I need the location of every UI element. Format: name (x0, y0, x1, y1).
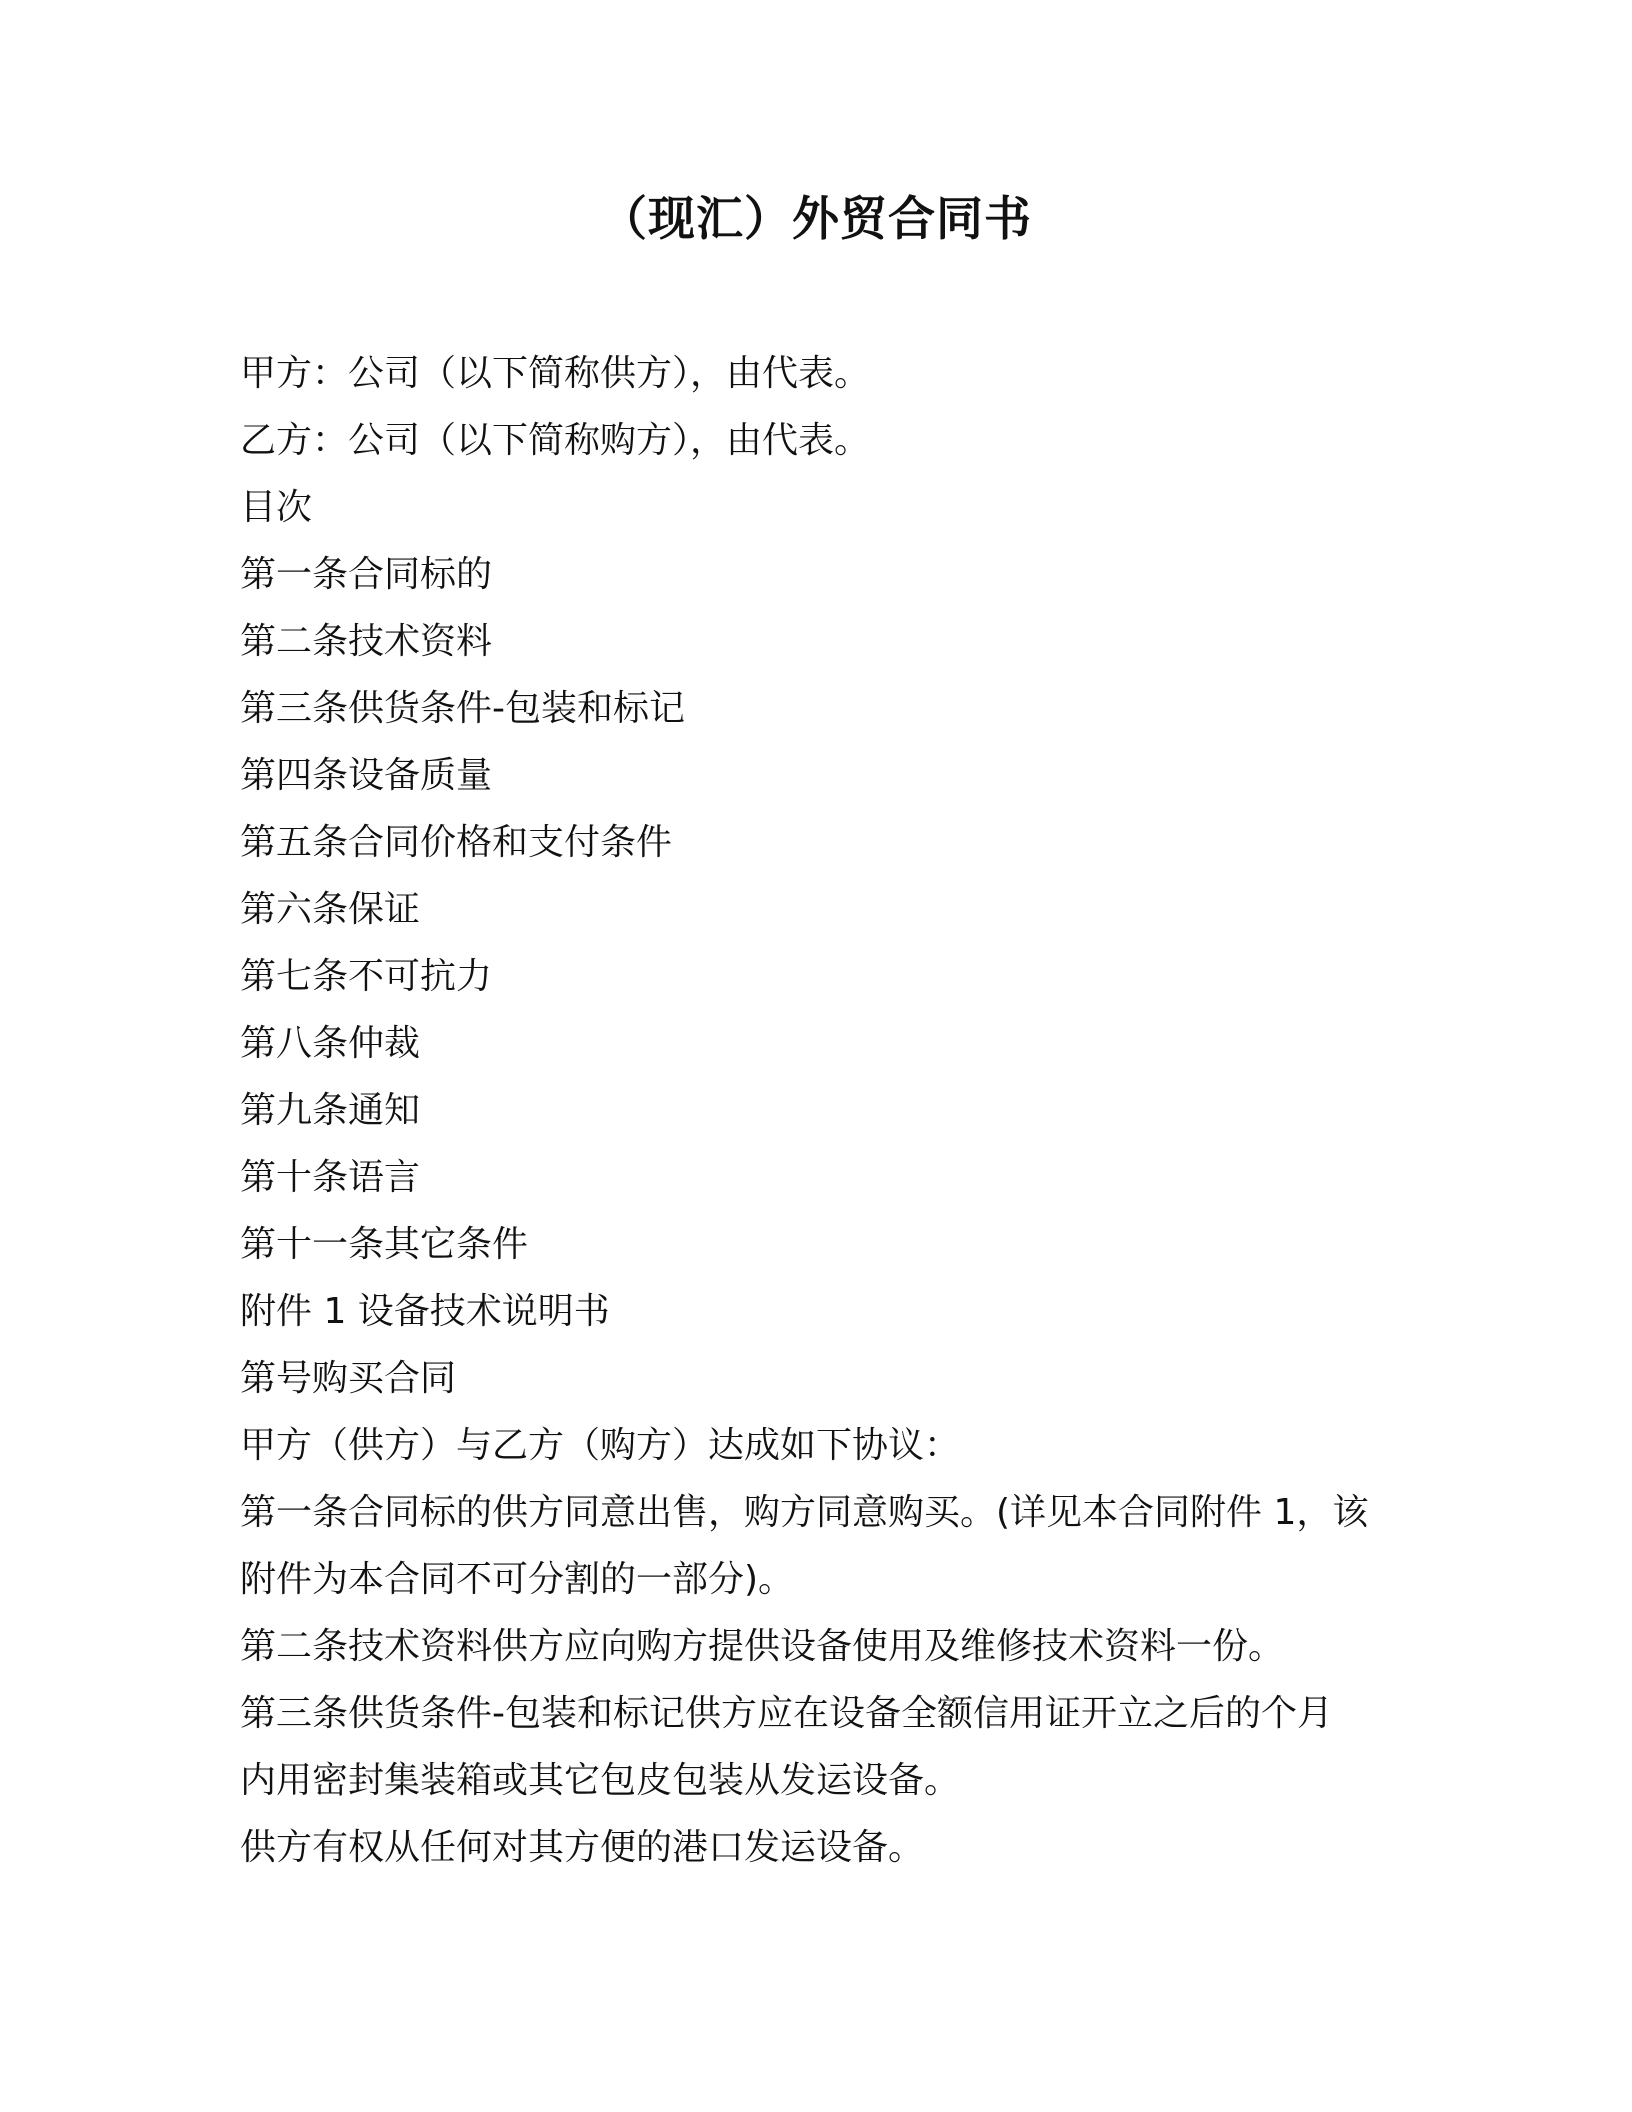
toc-item-article-5: 第五条合同价格和支付条件 (240, 822, 673, 863)
article-3-text-line-3: 供方有权从任何对其方便的港口发运设备。 (240, 1827, 925, 1868)
document-title: （现汇）外贸合同书 (600, 192, 1032, 247)
toc-item-article-8: 第八条仲裁 (240, 1023, 421, 1064)
party-a-line: 甲方：公司（以下简称供方），由代表。 (240, 353, 871, 394)
toc-item-article-11: 第十一条其它条件 (240, 1224, 529, 1265)
toc-item-article-7: 第七条不可抗力 (240, 956, 493, 997)
article-3-text-line-1: 第三条供货条件-包装和标记供方应在设备全额信用证开立之后的个月 (240, 1693, 1333, 1734)
toc-item-article-9: 第九条通知 (240, 1090, 421, 1131)
toc-item-article-4: 第四条设备质量 (240, 755, 493, 796)
article-3-text-line-2: 内用密封集装箱或其它包皮包装从发运设备。 (240, 1760, 961, 1801)
toc-item-article-10: 第十条语言 (240, 1157, 421, 1198)
article-1-text-line-2: 附件为本合同不可分割的一部分)。 (240, 1559, 795, 1600)
toc-item-article-3: 第三条供货条件-包装和标记 (240, 688, 685, 729)
toc-item-article-1: 第一条合同标的 (240, 554, 493, 595)
toc-item-article-2: 第二条技术资料 (240, 621, 493, 662)
table-of-contents-heading: 目次 (240, 487, 313, 528)
toc-item-article-6: 第六条保证 (240, 889, 421, 930)
article-2-text-line: 第二条技术资料供方应向购方提供设备使用及维修技术资料一份。 (240, 1626, 1285, 1667)
contract-number-line: 第号购买合同 (240, 1358, 457, 1399)
article-1-text-line-1: 第一条合同标的供方同意出售，购方同意购买。(详见本合同附件 1，该 (240, 1492, 1369, 1533)
document-body (240, 340, 1390, 1881)
party-b-line: 乙方：公司（以下简称购方），由代表。 (240, 420, 871, 461)
agreement-intro-line: 甲方（供方）与乙方（购方）达成如下协议： (240, 1425, 961, 1466)
toc-item-appendix-1: 附件 1 设备技术说明书 (240, 1291, 610, 1332)
